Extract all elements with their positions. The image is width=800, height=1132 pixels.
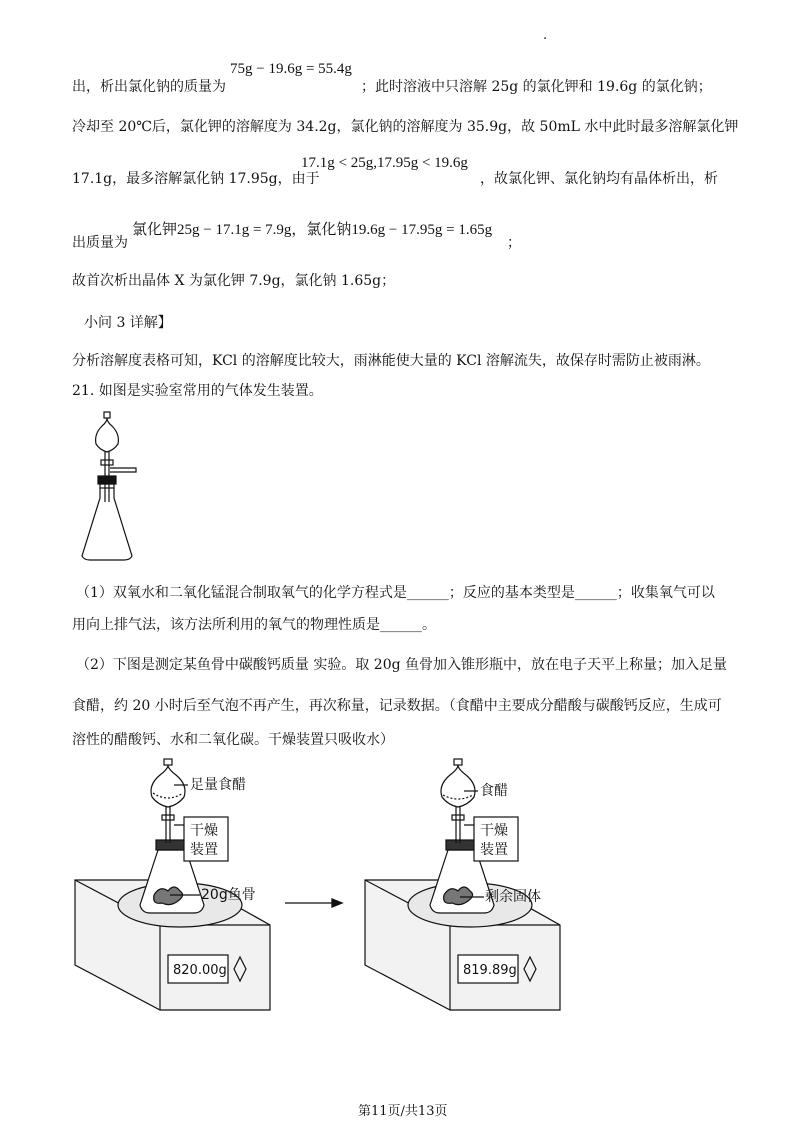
text-line-2: 冷却至 20℃后，氯化钾的溶解度为 34.2g，氯化钠的溶解度为 35.9g，故 50mL 水中此时最多溶解氯化钾	[72, 119, 739, 135]
header-mark: .	[543, 28, 548, 43]
text-line-4-suffix: ；	[507, 235, 521, 251]
right-dryer-label-1: 干燥	[480, 823, 508, 839]
right-scale-reading: 819.89g	[463, 963, 517, 978]
equation-precipitate-masses: 氯化钾25g − 17.1g = 7.9g，氯化钠19.6g − 17.95g = 1.65g	[132, 222, 493, 238]
question-21-part-2-line-1: （2）下图是测定某鱼骨中碳酸钙质量 实验。取 20g 鱼骨加入锥形瓶中，放在电子天平上称量；加入足量	[76, 657, 728, 673]
text-line-7: 分析溶解度表格可知，KCl 的溶解度比较大，雨淋能使大量的 KCl 溶解流失，故保存时需防止被雨淋。	[72, 353, 710, 369]
right-dryer-label-2: 装置	[480, 842, 508, 858]
inequality-comparison: 17.1g < 25g,17.95g < 19.6g	[301, 155, 468, 171]
left-dryer-label-1: 干燥	[190, 823, 218, 839]
right-funnel-label: 食醋	[480, 783, 508, 799]
right-sample-label: 剩余固体	[485, 889, 541, 905]
text-line-1-suffix: ；此时溶液中只溶解 25g 的氯化钾和 19.6g 的氯化钠；	[361, 79, 712, 95]
text-line-3-suffix: ，故氯化钾、氯化钠均有晶体析出，析	[480, 171, 718, 187]
question-21-part-2-line-3: 溶性的醋酸钙、水和二氧化碳。干燥装置只吸收水）	[72, 732, 394, 748]
left-funnel-label: 足量食醋	[190, 777, 246, 793]
arrow-icon	[285, 899, 342, 907]
text-line-4-prefix: 出质量为	[72, 235, 128, 251]
section-heading-q3: 小问 3 详解】	[84, 315, 172, 331]
left-dryer-label-2: 装置	[190, 842, 218, 858]
calcium-carbonate-experiment-figure	[70, 755, 570, 1045]
left-scale-reading: 820.00g	[173, 963, 227, 978]
text-line-3-prefix: 17.1g，最多溶解氯化钠 17.95g，由于	[72, 171, 320, 187]
question-21-part-1-line-1: （1）双氧水和二氧化锰混合制取氧气的化学方程式是______；反应的基本类型是______；收集氧气可以	[76, 585, 715, 601]
question-21-part-2-line-2: 食醋，约 20 小时后至气泡不再产生，再次称量，记录数据。（食醋中主要成分醋酸与碳酸钙反应，生成可	[72, 698, 722, 714]
question-21-part-1-line-2: 用向上排气法，该方法所利用的氧气的物理性质是______。	[72, 617, 436, 633]
equation-nacl-precipitate: 75g − 19.6g = 55.4g	[230, 61, 352, 77]
gas-generator-apparatus	[80, 410, 160, 570]
text-line-5: 故首次析出晶体 X 为氯化钾 7.9g，氯化钠 1.65g；	[72, 273, 396, 289]
question-21-title: 21. 如图是实验室常用的气体发生装置。	[72, 383, 323, 399]
text-line-1-prefix: 出，析出氯化钠的质量为	[72, 79, 226, 95]
left-sample-label: 20g鱼骨	[201, 887, 256, 903]
page-footer: 第11页/共13页	[358, 1104, 448, 1119]
